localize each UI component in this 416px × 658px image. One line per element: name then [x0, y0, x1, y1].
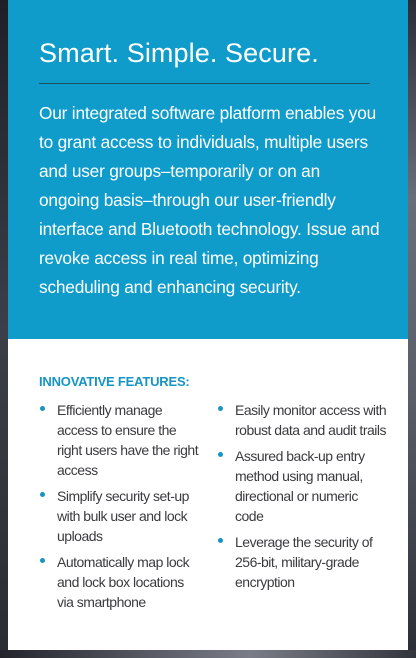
bullet-icon	[40, 492, 45, 497]
feature-text: Leverage the security of 256-bit, military-grade encryption	[235, 534, 373, 590]
hero-description: Our integrated software platform enables you to grant access to individuals, multiple users and user groups–temporarily or on an ongoing basis–through our user-friendly interface and Bluetooth technology. Issue and revoke access in real time, optimizing scheduling and enhancing security.	[39, 103, 380, 297]
hero-title: Smart. Simple. Secure.	[39, 38, 319, 68]
feature-text: Efficiently manage access to ensure the right users have the right access	[57, 402, 199, 478]
bullet-icon	[218, 452, 223, 457]
bullet-icon	[218, 538, 223, 543]
feature-text: Assured back-up entry method using manual, directional or numeric code	[235, 448, 365, 524]
background-photo-left	[0, 0, 8, 658]
feature-text: Automatically map lock and lock box locations via smartphone	[57, 554, 190, 610]
feature-item	[217, 400, 387, 440]
feature-text: Simplify security set-up with bulk user and lock uploads	[57, 488, 189, 544]
background-photo-right	[408, 0, 416, 658]
feature-item	[39, 552, 199, 612]
feature-item	[217, 446, 387, 526]
hero-divider	[39, 83, 370, 84]
bullet-icon	[40, 406, 45, 411]
feature-item	[217, 532, 387, 592]
info-card	[8, 0, 408, 650]
feature-item	[39, 486, 199, 546]
bullet-icon	[40, 558, 45, 563]
features-list-right	[217, 400, 387, 598]
feature-item	[39, 400, 199, 480]
bullet-icon	[218, 406, 223, 411]
features-heading: INNOVATIVE FEATURES:	[39, 374, 190, 389]
background-photo-bottom	[0, 650, 416, 658]
feature-text: Easily monitor access with robust data and audit trails	[235, 402, 387, 438]
features-list-left	[39, 400, 199, 618]
hero-panel	[8, 0, 408, 339]
